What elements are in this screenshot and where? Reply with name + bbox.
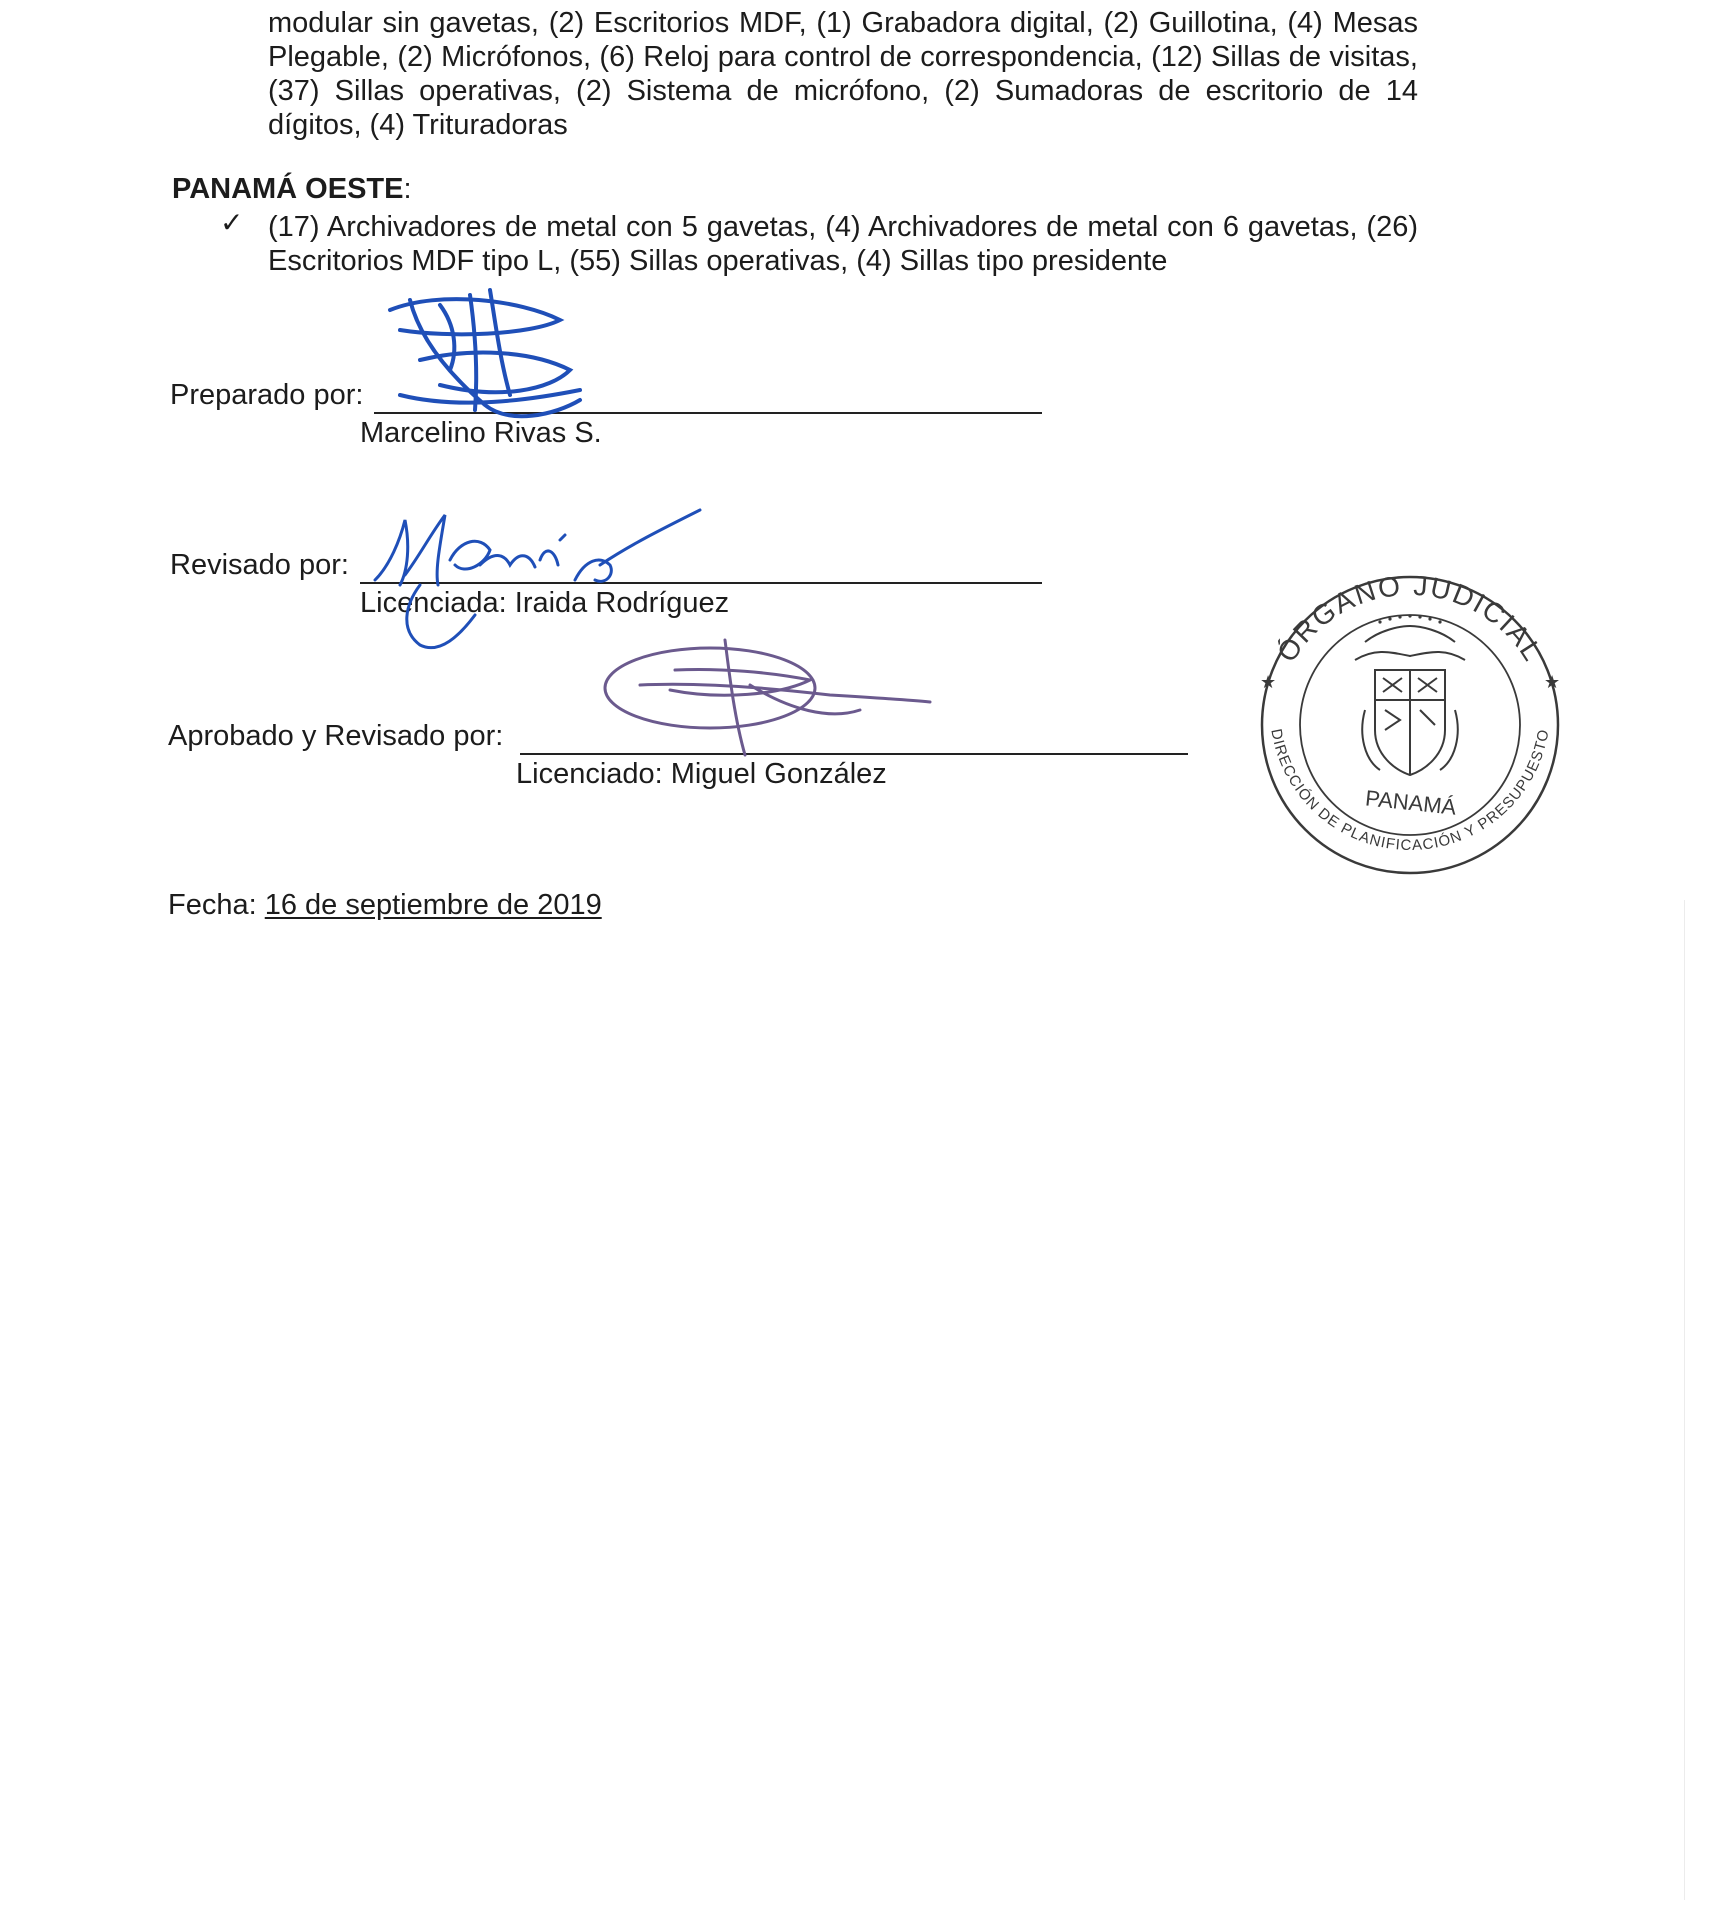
seal-center-text: PANAMÁ [1364, 785, 1458, 820]
reviewed-by-label: Revisado por: [170, 549, 349, 581]
prepared-by-name: Marcelino Rivas S. [360, 417, 602, 449]
reviewed-by-signature [360, 505, 700, 655]
date-line [168, 888, 602, 922]
seal-top-text: ÓRGANO JUDICIAL [1270, 569, 1550, 668]
seal-star-right-icon: ★ [1544, 672, 1561, 692]
check-mark-icon: ✓ [220, 207, 244, 238]
reviewed-by-name: Licenciada: Iraida Rodríguez [360, 587, 730, 619]
seal-star-left-icon: ★ [1260, 672, 1277, 692]
section-heading-title: PANAMÁ OESTE [172, 173, 404, 205]
seal-bottom-text: DIRECCIÓN DE PLANIFICACIÓN Y PRESUPUESTO [1267, 727, 1553, 855]
item-list-paragraph: modular sin gavetas, (2) Escritorios MDF, (1) Grabadora digital, (2) Guillotina, (4) Mesas Plegable, (2) Micrófonos, (6) Reloj para control de correspondencia, (12) Sillas de visitas, (37) Sillas operativas, (2) Sistema de micrófono, (2) Sumadoras de escritorio de 14 dígitos, (4) Trituradoras [268, 7, 1418, 141]
prepared-by-signature [380, 290, 600, 430]
official-seal [1240, 560, 1580, 880]
approved-by-name: Licenciado: Miguel González [516, 758, 887, 790]
scan-edge-divider [1684, 900, 1685, 1900]
approved-by-label: Aprobado y Revisado por: [168, 720, 504, 752]
section-heading-colon: : [403, 173, 412, 205]
section-heading [172, 172, 412, 206]
prepared-by-label: Preparado por: [170, 379, 364, 411]
seal-dots-icon [1378, 614, 1441, 623]
coat-of-arms-icon [1355, 626, 1465, 775]
approved-by-signature [600, 640, 940, 760]
svg-text:ÓRGANO JUDICIAL [1271, 570, 1549, 668]
date-value: 16 de septiembre de 2019 [264, 889, 602, 921]
section-item-text: (17) Archivadores de metal con 5 gavetas, (4) Archivadores de metal con 6 gavetas, (26) Escritorios MDF tipo L, (55) Sillas operativas, (4) Sillas tipo presidente [268, 211, 1418, 277]
date-label: Fecha: [168, 889, 257, 921]
